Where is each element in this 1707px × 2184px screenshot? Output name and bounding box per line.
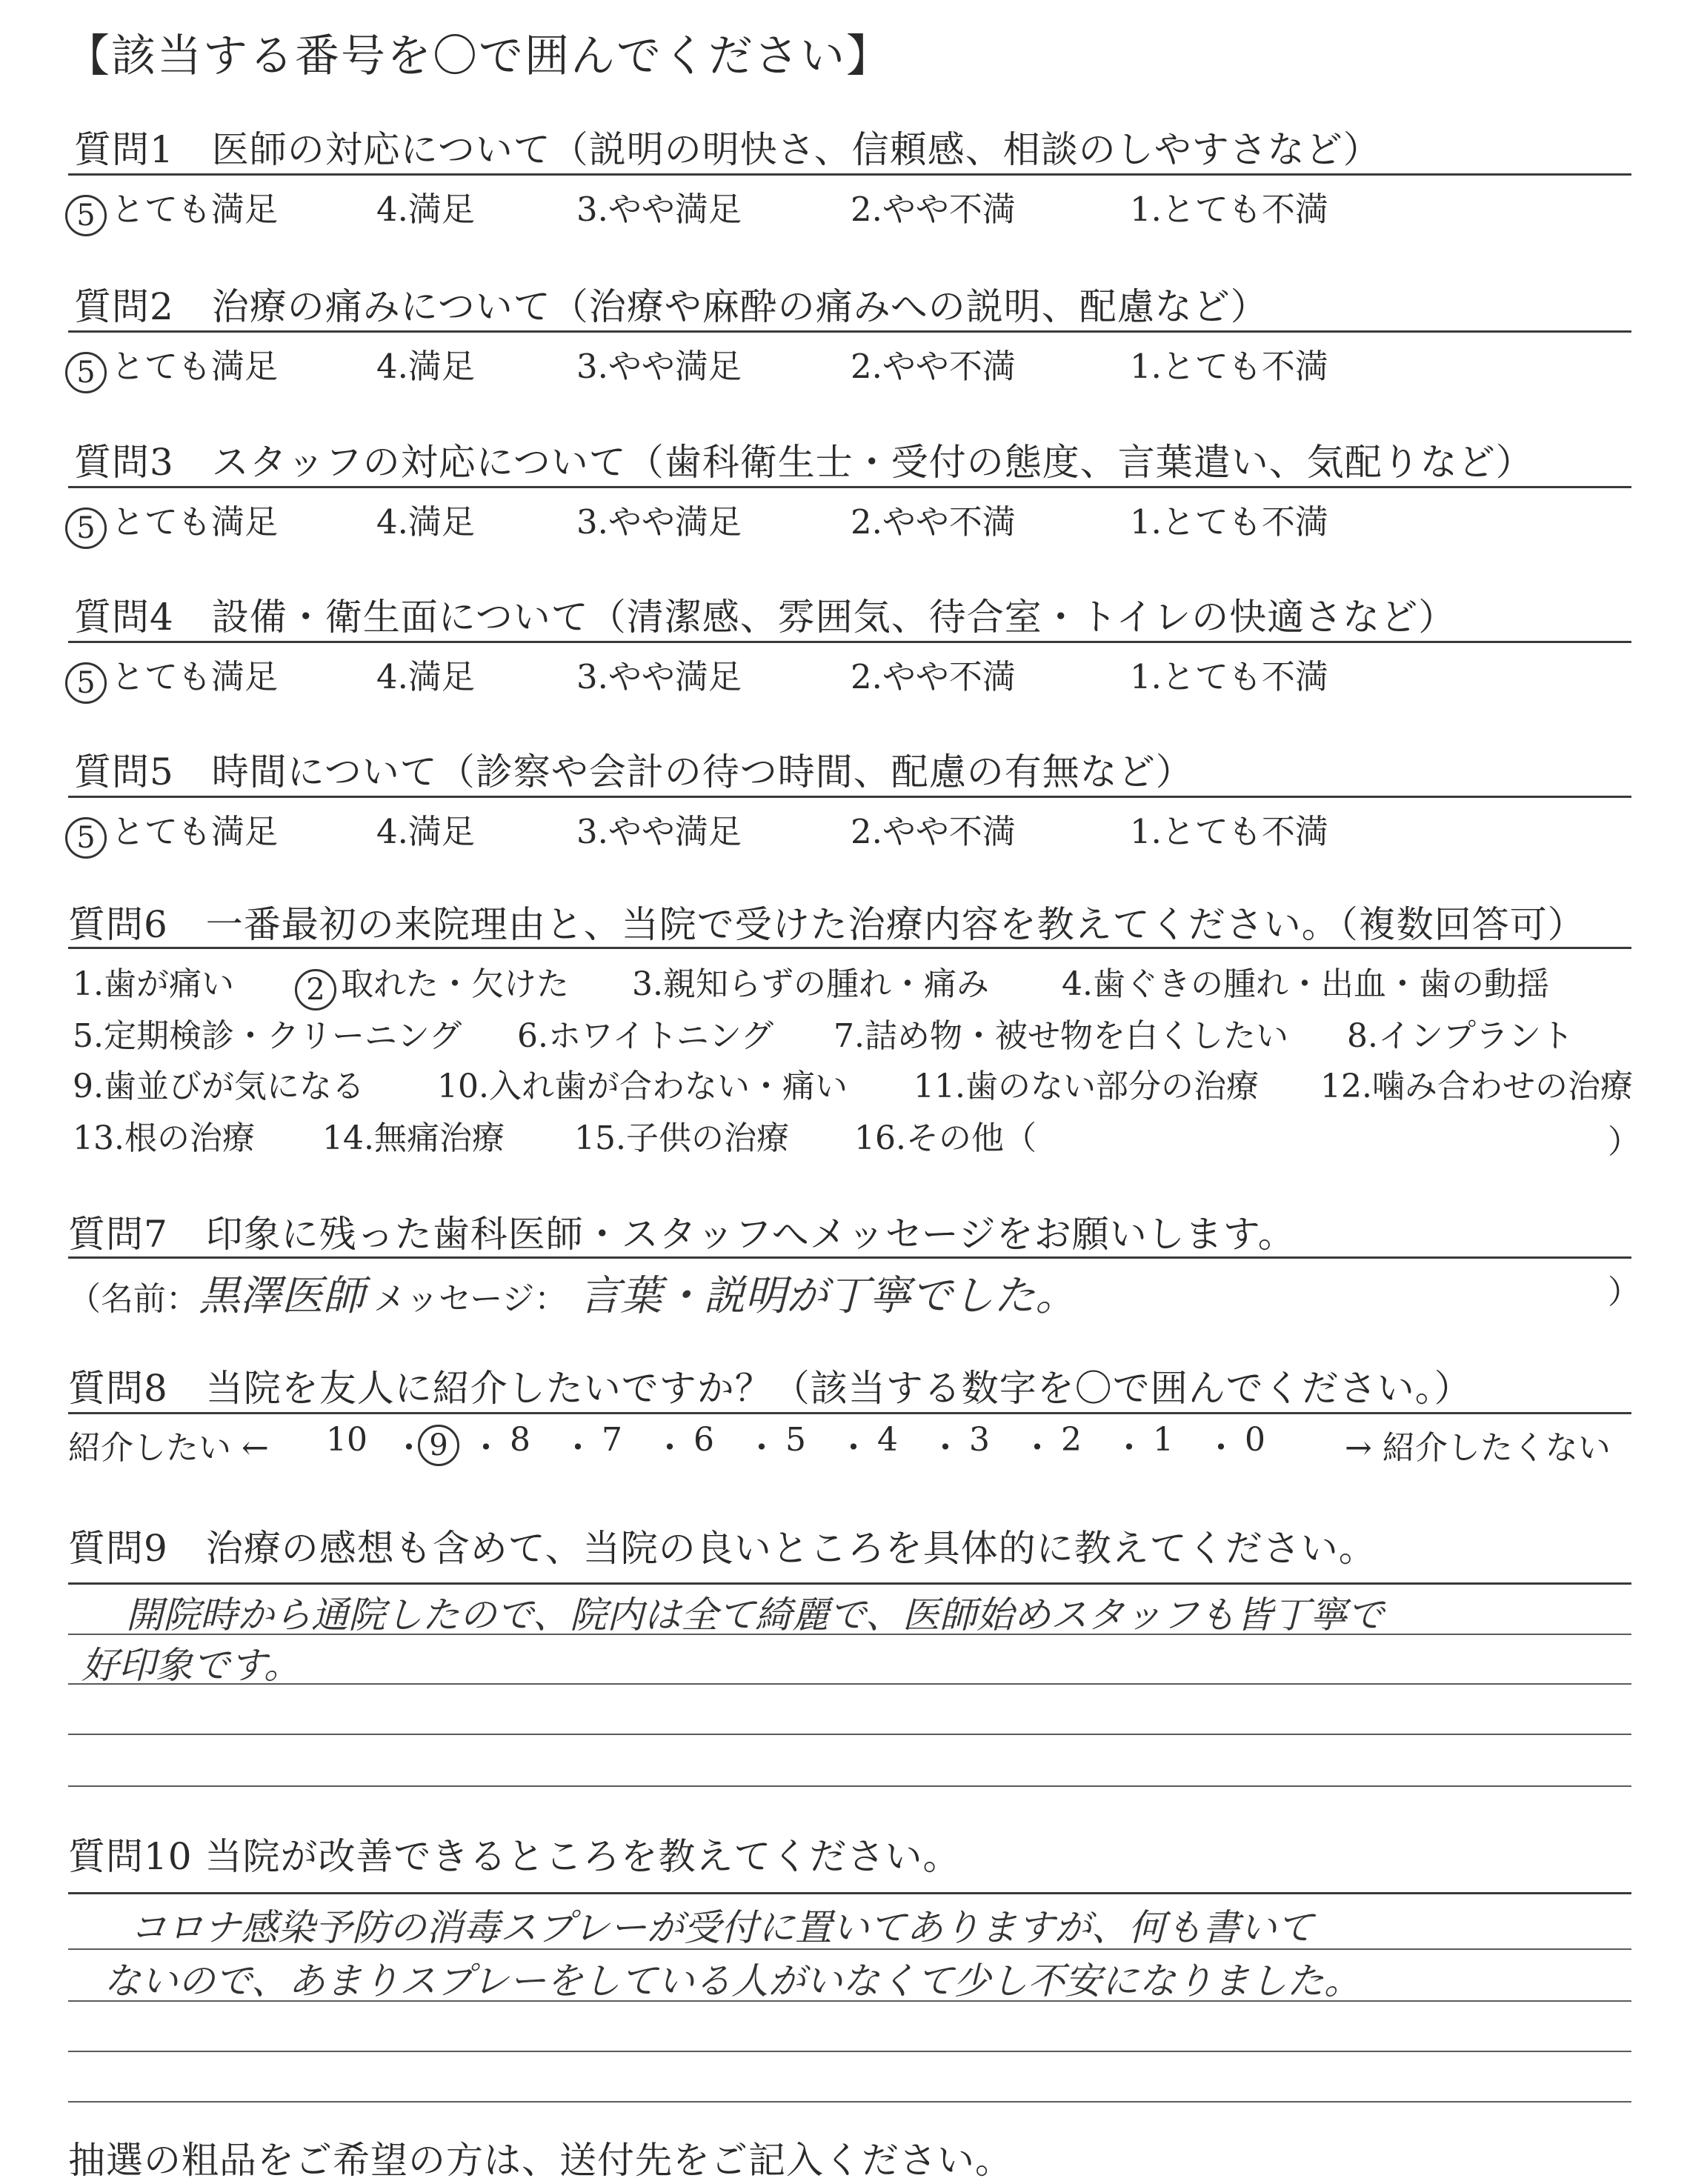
option-label: とても満足 bbox=[111, 502, 279, 542]
selected-circle-icon: 5 bbox=[65, 662, 107, 704]
q8-scale-option[interactable]: 3 bbox=[969, 1421, 990, 1459]
q6-close-paren: ） bbox=[1608, 1123, 1640, 1161]
option-label: とても満足 bbox=[111, 657, 279, 696]
option-label: とても満足 bbox=[111, 347, 279, 386]
q1-option[interactable] bbox=[65, 182, 278, 236]
q4-rule bbox=[68, 641, 1631, 643]
q7-close-paren: ） bbox=[1608, 1274, 1640, 1311]
q8-scale-separator: ・ bbox=[1205, 1429, 1237, 1467]
option-label: とても満足 bbox=[111, 812, 279, 851]
q8-scale-separator: ・ bbox=[470, 1429, 502, 1467]
q9-answer-rule bbox=[68, 1785, 1631, 1787]
selected-circle-icon: 5 bbox=[65, 352, 107, 393]
q2-option[interactable]: 3.やや満足 bbox=[576, 347, 742, 386]
q9-title: 質問9 治療の感想も含めて、当院の良いところを具体的に教えてください。 bbox=[68, 1527, 1377, 1570]
q6-option[interactable]: 6.ホワイトニング bbox=[517, 1017, 774, 1055]
q10-title: 質問10 当院が改善できるところを教えてください。 bbox=[68, 1835, 961, 1878]
q4-option[interactable]: 3.やや満足 bbox=[576, 657, 742, 696]
q2-option[interactable]: 4.満足 bbox=[376, 347, 475, 386]
selected-circle-icon: 2 bbox=[295, 969, 336, 1011]
q3-title: 質問3 スタッフの対応について（歯科衛生士・受付の態度、言葉遣い、気配りなど） bbox=[74, 441, 1534, 484]
q7-message-row bbox=[68, 1263, 1077, 1322]
q7-name-value[interactable]: 黒澤医師 bbox=[199, 1272, 365, 1320]
q6-option[interactable]: 7.詰め物・被せ物を白くしたい bbox=[833, 1017, 1288, 1055]
option-label: とても満足 bbox=[111, 190, 279, 229]
q4-option[interactable]: 1.とても不満 bbox=[1130, 657, 1328, 696]
q8-scale-option[interactable]: 2 bbox=[1061, 1421, 1082, 1459]
q6-option[interactable] bbox=[295, 957, 569, 1011]
q5-option[interactable] bbox=[65, 805, 278, 859]
q10-answer-rule bbox=[68, 2051, 1631, 2052]
q8-scale-option[interactable]: 1 bbox=[1153, 1421, 1174, 1459]
q5-rule bbox=[68, 796, 1631, 798]
q8-scale-option[interactable]: 5 bbox=[785, 1421, 806, 1459]
q8-scale-separator: ・ bbox=[1021, 1429, 1054, 1467]
q3-option[interactable]: 4.満足 bbox=[376, 502, 475, 542]
q6-title: 質問6 一番最初の来院理由と、当院で受けた治療内容を教えてください。（複数回答可） bbox=[68, 903, 1585, 946]
q2-title: 質問2 治療の痛みについて（治療や麻酔の痛みへの説明、配慮など） bbox=[74, 285, 1268, 328]
q7-message-label: メッセージ： bbox=[373, 1280, 568, 1318]
q8-scale-option[interactable]: 7 bbox=[602, 1421, 622, 1459]
q5-option[interactable]: 4.満足 bbox=[376, 812, 475, 851]
q7-name-label: （名前： bbox=[68, 1280, 199, 1318]
q10-rule bbox=[68, 1892, 1631, 1894]
q9-answer-line[interactable]: 開院時から通院したので、院内は全て綺麗で、医師始めスタッフも皆丁寧で bbox=[126, 1594, 1384, 1637]
selected-circle-icon: 5 bbox=[65, 195, 107, 236]
q6-rule bbox=[68, 947, 1631, 949]
q10-answer-line[interactable]: ないので、あまりスプレーをしている人がいなくて少し不安になりました。 bbox=[104, 1960, 1361, 2002]
q9-answer-rule bbox=[68, 1683, 1631, 1685]
q8-scale-separator: ・ bbox=[837, 1429, 870, 1467]
q4-title: 質問4 設備・衛生面について（清潔感、雰囲気、待合室・トイレの快適さなど） bbox=[74, 596, 1457, 639]
q8-right-label: → 紹介したくない bbox=[1345, 1429, 1611, 1467]
q5-option[interactable]: 2.やや不満 bbox=[851, 812, 1016, 851]
q8-scale-separator: ・ bbox=[393, 1429, 425, 1467]
footer-text: 抽選の粗品をご希望の方は、送付先をご記入ください。 bbox=[68, 2139, 1013, 2182]
q3-option[interactable]: 2.やや不満 bbox=[851, 502, 1016, 542]
q6-option[interactable]: 15.子供の治療 bbox=[574, 1119, 789, 1157]
q6-option[interactable]: 3.親知らずの腫れ・痛み bbox=[632, 965, 989, 1003]
q6-option[interactable]: 4.歯ぐきの腫れ・出血・歯の動揺 bbox=[1062, 965, 1549, 1003]
q2-option[interactable]: 2.やや不満 bbox=[851, 347, 1016, 386]
q6-option[interactable]: 14.無痛治療 bbox=[322, 1119, 505, 1157]
q6-option[interactable]: 5.定期検診・クリーニング bbox=[73, 1017, 462, 1055]
option-label: 取れた・欠けた bbox=[341, 965, 569, 1003]
q8-scale-separator: ・ bbox=[653, 1429, 686, 1467]
q8-scale-option[interactable]: 0 bbox=[1245, 1421, 1265, 1459]
selected-circle-icon: 5 bbox=[65, 507, 107, 549]
q9-rule bbox=[68, 1582, 1631, 1585]
q7-rule bbox=[68, 1256, 1631, 1259]
q9-answer-rule bbox=[68, 1734, 1631, 1735]
q7-title: 質問7 印象に残った歯科医師・スタッフへメッセージをお願いします。 bbox=[68, 1213, 1296, 1256]
q8-scale-separator: ・ bbox=[562, 1429, 594, 1467]
q5-option[interactable]: 1.とても不満 bbox=[1130, 812, 1328, 851]
q10-answer-line[interactable]: コロナ感染予防の消毒スプレーが受付に置いてありますが、何も書いて bbox=[130, 1906, 1314, 1949]
q3-option[interactable]: 3.やや満足 bbox=[576, 502, 742, 542]
q9-answer-line[interactable]: 好印象です。 bbox=[81, 1644, 301, 1687]
q4-option[interactable] bbox=[65, 650, 278, 704]
q3-option[interactable] bbox=[65, 495, 278, 549]
q8-scale-separator: ・ bbox=[745, 1429, 778, 1467]
q6-option[interactable]: 11.歯のない部分の治療 bbox=[914, 1068, 1259, 1105]
q4-option[interactable]: 2.やや不満 bbox=[851, 657, 1016, 696]
q1-option[interactable]: 3.やや満足 bbox=[576, 190, 742, 229]
q8-scale-separator: ・ bbox=[929, 1429, 962, 1467]
q8-scale-option[interactable]: 8 bbox=[510, 1421, 530, 1459]
page-title: 【該当する番号を〇で囲んでください】 bbox=[65, 30, 892, 82]
q5-title: 質問5 時間について（診察や会計の待つ時間、配慮の有無など） bbox=[74, 750, 1194, 793]
q4-option[interactable]: 4.満足 bbox=[376, 657, 475, 696]
q3-rule bbox=[68, 486, 1631, 488]
q1-title: 質問1 医師の対応について（説明の明快さ、信頼感、相談のしやすさなど） bbox=[74, 128, 1381, 171]
q6-option[interactable]: 10.入れ歯が合わない・痛い bbox=[437, 1068, 848, 1105]
q8-scale-option[interactable]: 4 bbox=[877, 1421, 898, 1459]
q8-scale-separator: ・ bbox=[1113, 1429, 1145, 1467]
q5-option[interactable]: 3.やや満足 bbox=[576, 812, 742, 851]
q10-answer-rule bbox=[68, 2101, 1631, 2103]
q1-rule bbox=[68, 173, 1631, 176]
q8-scale-option[interactable]: 10 bbox=[326, 1421, 367, 1459]
q6-option[interactable]: 1.歯が痛い bbox=[73, 965, 234, 1003]
selected-circle-icon: 9 bbox=[418, 1425, 459, 1466]
q6-option[interactable]: 12.噛み合わせの治療 bbox=[1320, 1068, 1633, 1105]
q6-option[interactable]: 8.インプラント bbox=[1347, 1017, 1574, 1055]
q7-message-value[interactable]: 言葉・説明が丁寧でした。 bbox=[579, 1272, 1077, 1320]
q1-option[interactable]: 1.とても不満 bbox=[1130, 190, 1328, 229]
q2-option[interactable]: 1.とても不満 bbox=[1130, 347, 1328, 386]
q2-option[interactable] bbox=[65, 339, 278, 393]
q2-rule bbox=[68, 330, 1631, 333]
q6-option[interactable]: 9.歯並びが気になる bbox=[73, 1068, 365, 1105]
q3-option[interactable]: 1.とても不満 bbox=[1130, 502, 1328, 542]
selected-circle-icon: 5 bbox=[65, 817, 107, 859]
q8-rule bbox=[68, 1412, 1631, 1414]
q8-scale-option[interactable] bbox=[418, 1421, 464, 1466]
q1-option[interactable]: 2.やや不満 bbox=[851, 190, 1016, 229]
q8-title: 質問8 当院を友人に紹介したいですか？（該当する数字を〇で囲んでください。） bbox=[68, 1367, 1472, 1410]
q1-option[interactable]: 4.満足 bbox=[376, 190, 475, 229]
q6-option[interactable]: 16.その他（ bbox=[854, 1119, 1036, 1157]
q8-scale-option[interactable]: 6 bbox=[693, 1421, 714, 1459]
q8-left-label: 紹介したい ← bbox=[68, 1429, 269, 1467]
q6-option[interactable]: 13.根の治療 bbox=[73, 1119, 255, 1157]
